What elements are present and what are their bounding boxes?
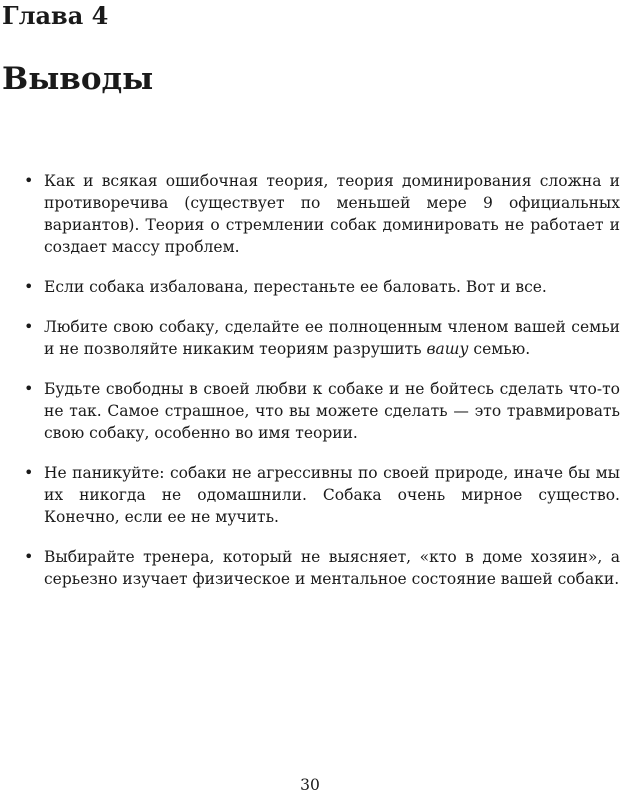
list-item-text: Выбирайте тренера, который не выясняет, «кто в доме хозяин», а серьезно изучает физическое и ментальное состояние вашей собаки. [44, 548, 620, 588]
list-item-text: Не паникуйте: собаки не агрессивны по своей природе, иначе бы мы их никогда не одомашнили. Собака очень мирное существо. Конечно, если ее не мучить. [44, 464, 620, 526]
list-item [24, 170, 620, 258]
list-item-text: Если собака избалована, перестаньте ее баловать. Вот и все. [44, 278, 547, 296]
list-item-text: Любите свою собаку, сделайте ее полноценным членом вашей семьи и не позволяйте никаким теориям разрушить [44, 318, 620, 358]
list-item [24, 316, 620, 360]
list-item-text-end: семью. [468, 340, 531, 358]
chapter-title: Выводы [2, 61, 154, 97]
list-item [24, 378, 620, 444]
chapter-label: Глава 4 [2, 1, 109, 30]
conclusions-list [24, 170, 620, 608]
list-item-text: Будьте свободны в своей любви к собаке и не бойтесь сделать что-то не так. Самое страшное, что вы можете сделать — это травмировать свою собаку, особенно во имя теории. [44, 380, 620, 442]
list-item-text: Как и всякая ошибочная теория, теория доминирования сложна и противоречива (существует по меньшей мере 9 официальных вариантов). Теория о стремлении собак доминировать не работает и создает массу проблем. [44, 172, 620, 256]
list-item [24, 462, 620, 528]
list-item-emphasis: вашу [426, 340, 469, 358]
page-number: 30 [300, 776, 320, 794]
list-item [24, 546, 620, 590]
list-item [24, 276, 620, 298]
